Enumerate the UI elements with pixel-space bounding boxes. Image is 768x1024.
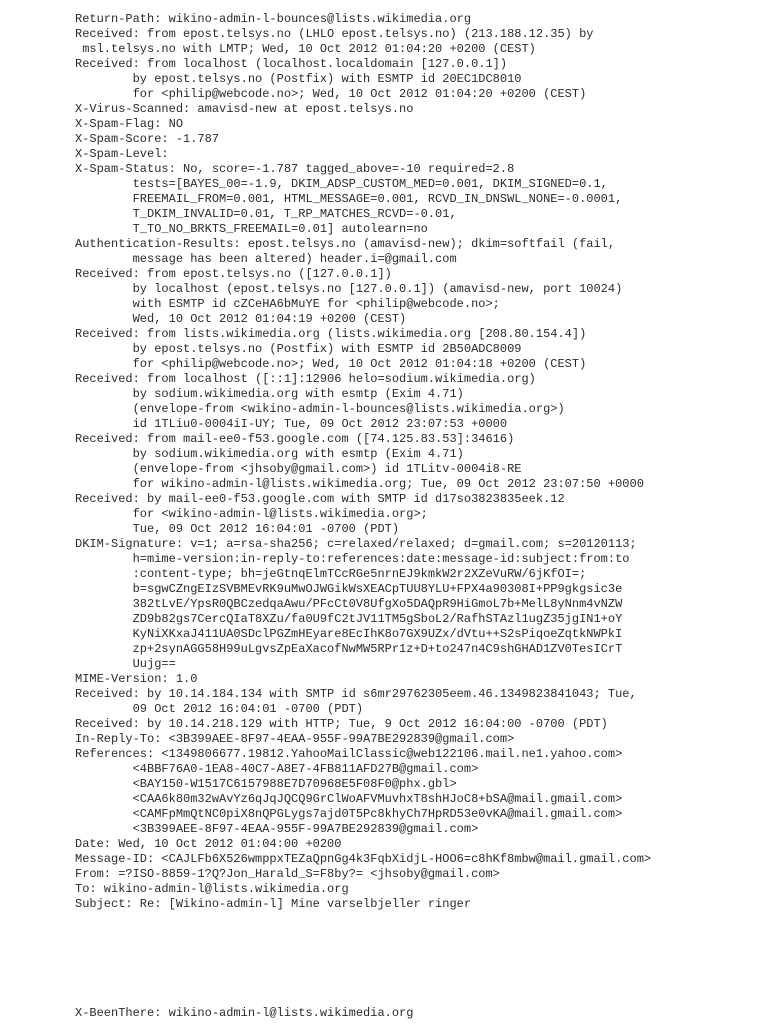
header-line: for <philip@webcode.no>; Wed, 10 Oct 2012 01:04:20 +0200 (CEST) <box>75 87 587 101</box>
header-line: From: =?ISO-8859-1?Q?Jon_Harald_S=F8by?= <jhsoby@gmail.com> <box>75 867 500 881</box>
header-line: by epost.telsys.no (Postfix) with ESMTP id 2B50ADC8009 <box>75 342 522 356</box>
header-line: Message-ID: <CAJLFb6X526wmppxTEZaQpnGg4k3FqbXidjL-HOO6=c8hKf8mbw@mail.gmail.com> <box>75 852 652 866</box>
header-line: Received: from localhost ([::1]:12906 helo=sodium.wikimedia.org) <box>75 372 536 386</box>
header-line: To: wikino-admin-l@lists.wikimedia.org <box>75 882 349 896</box>
header-line: :content-type; bh=jeGtnqElmTCcRGe5nrnEJ9kmkW2r2XZeVuRW/6jKfOI=; <box>75 567 587 581</box>
header-line: <CAMFpMmQtNC0piX8nQPGLygs7ajd0T5Pc8khyCh7HpRD53e0vKA@mail.gmail.com> <box>75 807 623 821</box>
header-line: X-Spam-Flag: NO <box>75 117 184 131</box>
header-line: Date: Wed, 10 Oct 2012 01:04:00 +0200 <box>75 837 342 851</box>
header-line: In-Reply-To: <3B399AEE-8F97-4EAA-955F-99A7BE292839@gmail.com> <box>75 732 515 746</box>
header-line: 382tLvE/YpsR0QBCzedqaAwu/PFcCt0V8UfgXo5DAQpR9HiGmoL7b+MelL8yNnm4vNZW <box>75 597 623 611</box>
header-line: by localhost (epost.telsys.no [127.0.0.1]) (amavisd-new, port 10024) <box>75 282 623 296</box>
header-line: Tue, 09 Oct 2012 16:04:01 -0700 (PDT) <box>75 522 400 536</box>
header-line: id 1TLiu0-0004iI-UY; Tue, 09 Oct 2012 23:07:53 +0000 <box>75 417 508 431</box>
header-line: <BAY150-W1517C6157988E7D70968E5F08F0@phx.gbl> <box>75 777 457 791</box>
header-line: T_TO_NO_BRKTS_FREEMAIL=0.01] autolearn=no <box>75 222 428 236</box>
header-line: Uujg== <box>75 657 176 671</box>
header-line: X-Spam-Status: No, score=-1.787 tagged_above=-10 required=2.8 <box>75 162 515 176</box>
header-line: zp+2synAGG58H99uLgvsZpEaXacofNwMW5RPr1z+D+to247n4C9shGHAD1ZV0TesICrT <box>75 642 623 656</box>
header-line: X-Virus-Scanned: amavisd-new at epost.telsys.no <box>75 102 414 116</box>
header-line: Received: by 10.14.218.129 with HTTP; Tue, 9 Oct 2012 16:04:00 -0700 (PDT) <box>75 717 608 731</box>
header-line: by sodium.wikimedia.org with esmtp (Exim 4.71) <box>75 447 464 461</box>
header-line: for <philip@webcode.no>; Wed, 10 Oct 2012 01:04:18 +0200 (CEST) <box>75 357 587 371</box>
header-line: Subject: Re: [Wikino-admin-l] Mine varselbjeller ringer <box>75 897 472 911</box>
email-header-block <box>75 12 765 912</box>
header-line: by epost.telsys.no (Postfix) with ESMTP id 20EC1DC8010 <box>75 72 522 86</box>
header-line: X-Spam-Score: -1.787 <box>75 132 220 146</box>
header-line: 09 Oct 2012 16:04:01 -0700 (PDT) <box>75 702 364 716</box>
header-line: (envelope-from <jhsoby@gmail.com>) id 1TLitv-0004i8-RE <box>75 462 522 476</box>
header-line: X-Spam-Level: <box>75 147 169 161</box>
header-line: tests=[BAYES_00=-1.9, DKIM_ADSP_CUSTOM_MED=0.001, DKIM_SIGNED=0.1, <box>75 177 608 191</box>
header-line: T_DKIM_INVALID=0.01, T_RP_MATCHES_RCVD=-0.01, <box>75 207 457 221</box>
header-line: <3B399AEE-8F97-4EAA-955F-99A7BE292839@gmail.com> <box>75 822 479 836</box>
header-line: for <wikino-admin-l@lists.wikimedia.org>; <box>75 507 428 521</box>
header-line: b=sgwCZngEIzSVBMEvRK9uMwOJWGikWsXEACpTUU8YLU+FPX4a90308I+PP9gkgsic3e <box>75 582 623 596</box>
header-line: References: <1349806677.19812.YahooMailClassic@web122106.mail.ne1.yahoo.com> <box>75 747 623 761</box>
header-line: DKIM-Signature: v=1; a=rsa-sha256; c=relaxed/relaxed; d=gmail.com; s=20120113; <box>75 537 637 551</box>
header-line: for wikino-admin-l@lists.wikimedia.org; Tue, 09 Oct 2012 23:07:50 +0000 <box>75 477 644 491</box>
x-beenthere-header-line: X-BeenThere: wikino-admin-l@lists.wikimedia.org <box>75 1006 414 1020</box>
header-line: Received: from localhost (localhost.localdomain [127.0.0.1]) <box>75 57 508 71</box>
header-line: MIME-Version: 1.0 <box>75 672 198 686</box>
header-line: KyNiXKxaJ411UA0SDclPGZmHEyare8EcIhK8o7GX9UZx/dVtu++S2sPiqoeZqtkNWPkI <box>75 627 623 641</box>
header-line: msl.telsys.no with LMTP; Wed, 10 Oct 2012 01:04:20 +0200 (CEST) <box>75 42 536 56</box>
header-line: Return-Path: wikino-admin-l-bounces@lists.wikimedia.org <box>75 12 472 26</box>
header-line: FREEMAIL_FROM=0.001, HTML_MESSAGE=0.001, RCVD_IN_DNSWL_NONE=-0.0001, <box>75 192 623 206</box>
header-line: message has been altered) header.i=@gmail.com <box>75 252 457 266</box>
header-line: with ESMTP id cZCeHA6bMuYE for <philip@webcode.no>; <box>75 297 500 311</box>
header-line: <4BBF76A0-1EA8-40C7-A8E7-4FB811AFD27B@gmail.com> <box>75 762 479 776</box>
header-line: by sodium.wikimedia.org with esmtp (Exim 4.71) <box>75 387 464 401</box>
header-line: h=mime-version:in-reply-to:references:date:message-id:subject:from:to <box>75 552 630 566</box>
header-line: Received: from mail-ee0-f53.google.com ([74.125.83.53]:34616) <box>75 432 515 446</box>
header-line: ZD9b82gs7CercQIaT8XZu/fa0U9fC2tJV11TM5gSboL2/RafhSTAzl1ugZ35jgIN1+oY <box>75 612 623 626</box>
header-line: Received: by 10.14.184.134 with SMTP id s6mr29762305eem.46.1349823841043; Tue, <box>75 687 637 701</box>
header-line: (envelope-from <wikino-admin-l-bounces@lists.wikimedia.org>) <box>75 402 565 416</box>
header-line: <CAA6k80m32wAvYz6qJqJQCQ9GrClWoAFVMuvhxT8shHJoC8+bSA@mail.gmail.com> <box>75 792 623 806</box>
header-line: Received: from lists.wikimedia.org (lists.wikimedia.org [208.80.154.4]) <box>75 327 587 341</box>
header-line: Received: from epost.telsys.no (LHLO epost.telsys.no) (213.188.12.35) by <box>75 27 594 41</box>
header-line: Authentication-Results: epost.telsys.no (amavisd-new); dkim=softfail (fail, <box>75 237 616 251</box>
header-line: Received: from epost.telsys.no ([127.0.0.1]) <box>75 267 392 281</box>
header-line: Received: by mail-ee0-f53.google.com with SMTP id d17so3823835eek.12 <box>75 492 565 506</box>
header-line: Wed, 10 Oct 2012 01:04:19 +0200 (CEST) <box>75 312 407 326</box>
